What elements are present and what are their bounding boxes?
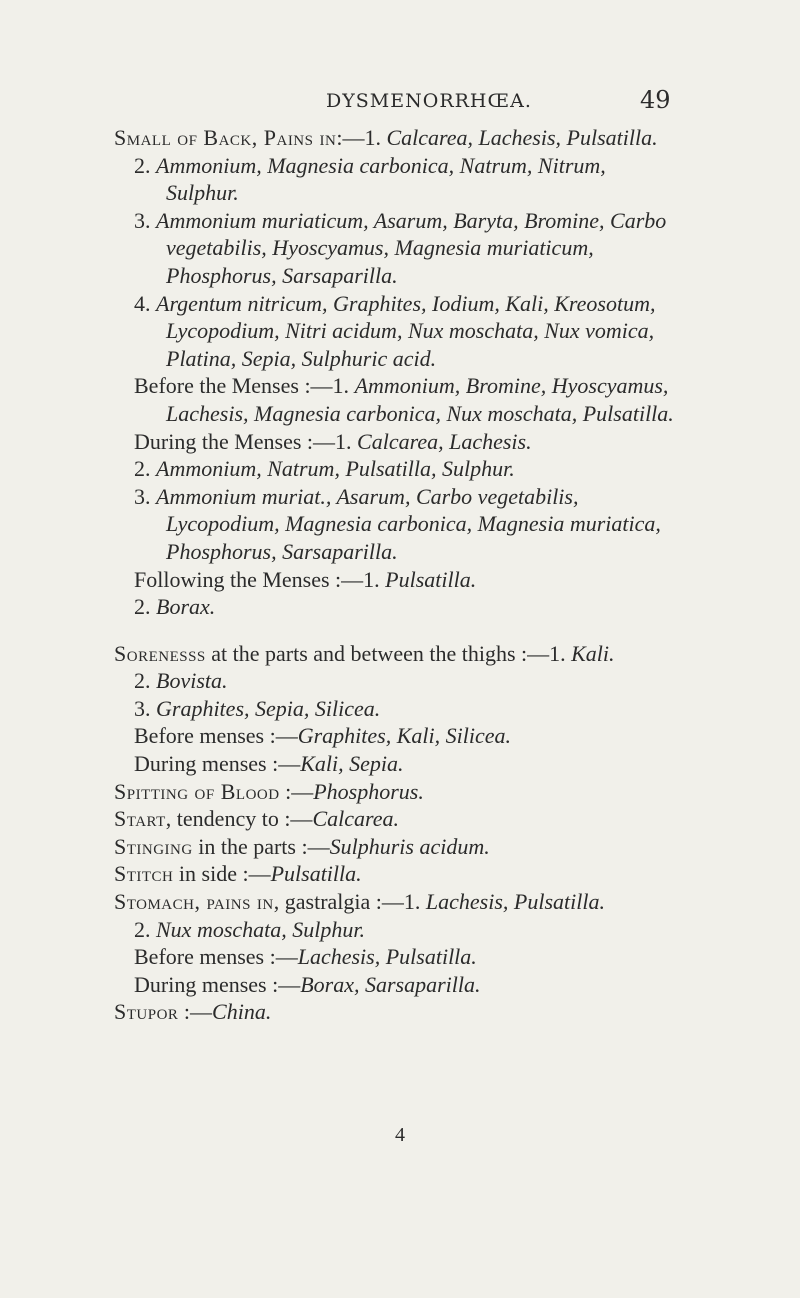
entry-text: Following the Menses :—1.: [134, 566, 386, 592]
sub-entry: [114, 943, 674, 971]
sub-entry: [114, 372, 674, 427]
entry-text: at the parts and between the thighs :—1.: [205, 640, 572, 666]
sub-entry: [114, 916, 674, 944]
entry-text: Before the Menses :—1.: [134, 373, 355, 399]
remedy-list: Borax, Sarsaparilla.: [300, 971, 481, 997]
remedy-list: Calcarea, Lachesis, Pulsatilla.: [386, 125, 658, 150]
entry-text: During menses :—: [134, 751, 301, 777]
entry-text: in side :—: [173, 861, 271, 887]
entry-text: 3.: [134, 207, 156, 233]
entry-text: Before menses :—: [134, 723, 298, 749]
entry-text: 2.: [134, 456, 156, 482]
entry-text: , tendency to :—: [165, 806, 313, 832]
entry-text: 4.: [134, 290, 156, 316]
entry-text: During menses :—: [134, 971, 301, 997]
rubric-entry: [114, 860, 674, 888]
sub-entry: [114, 722, 674, 750]
rubric-entry: [114, 888, 674, 916]
remedy-list: Pulsatilla.: [385, 566, 477, 592]
rubric-heading: Stupor: [114, 999, 179, 1025]
entry-text: 2.: [134, 916, 156, 942]
remedy-list: Graphites, Kali, Silicea.: [297, 723, 511, 749]
sub-entry: [114, 593, 674, 621]
sub-entry: [114, 428, 674, 456]
entry-text: Before menses :—: [134, 944, 298, 970]
rubric-entry: [114, 833, 674, 861]
remedy-list: Lachesis, Pulsatilla.: [425, 889, 605, 915]
rubric-heading: Small of Back, Pains in: [114, 125, 337, 150]
remedy-list: Lachesis, Pulsatilla.: [297, 944, 477, 970]
remedy-list: Kali, Sepia.: [300, 751, 404, 777]
rubric-heading: Spitting of Blood: [114, 778, 280, 804]
entry-text: 3.: [134, 483, 156, 509]
rubric-entry: [114, 778, 674, 806]
sub-entry: [114, 971, 674, 999]
signature-mark: 4: [395, 1124, 405, 1146]
sub-entry: [114, 207, 674, 290]
sub-entry: [114, 695, 674, 723]
sub-entry: [114, 566, 674, 594]
entry-text: :—: [279, 778, 314, 804]
sub-entry: [114, 667, 674, 695]
sub-entry: [114, 290, 674, 373]
remedy-list: Sulphuris acidum.: [329, 833, 490, 859]
page-number: 49: [640, 86, 671, 114]
rubric-heading: Stitch: [114, 861, 174, 887]
entry-text: During the Menses :—1.: [134, 428, 358, 454]
rubric-heading: Sorenesss: [114, 640, 206, 666]
remedy-list: Ammonium muriaticum, Asarum, Baryta, Bromine, Carbo vegetabilis, Hyoscyamus, Magnesia muriaticum, Phosphorus, Sarsaparilla.: [156, 207, 667, 288]
rubric-heading: Stinging: [114, 833, 193, 859]
entry-text: 2.: [134, 152, 156, 178]
sub-entry: [114, 152, 674, 207]
remedy-list: Graphites, Sepia, Silicea.: [156, 695, 381, 721]
rubric-entry: [114, 805, 674, 833]
entry-text: :—1.: [336, 125, 387, 150]
rubric-entry: [114, 998, 674, 1026]
remedy-list: Calcarea.: [312, 806, 399, 832]
rubric-heading: Start: [114, 806, 166, 832]
rubric-entry: [114, 124, 674, 152]
repertory-text: [114, 124, 674, 1026]
remedy-list: Ammonium muriat., Asarum, Carbo vegetabilis, Lycopodium, Magnesia carbonica, Magnesia muriatica, Phosphorus, Sarsaparilla.: [156, 483, 661, 564]
remedy-list: Bovista.: [156, 668, 228, 694]
sub-entry: [114, 483, 674, 566]
page-header: [0, 84, 800, 120]
rubric-entry: [114, 640, 674, 668]
entry-text: 2.: [134, 594, 156, 620]
remedy-list: Calcarea, Lachesis.: [357, 428, 532, 454]
entry-text: :—: [178, 999, 213, 1025]
remedy-list: Argentum nitricum, Graphites, Iodium, Kali, Kreosotum, Lycopodium, Nitri acidum, Nux moschata, Nux vomica, Platina, Sepia, Sulphuric acid.: [156, 290, 656, 371]
sub-entry: [114, 750, 674, 778]
remedy-list: Kali.: [571, 640, 615, 666]
sub-entry: [114, 455, 674, 483]
entry-text: 3.: [134, 695, 156, 721]
running-head: DYSMENORRHŒA.: [326, 90, 532, 112]
remedy-list: Phosphorus.: [313, 778, 424, 804]
remedy-list: Pulsatilla.: [270, 861, 362, 887]
entry-text: in the parts :—: [192, 833, 330, 859]
remedy-list: Ammonium, Magnesia carbonica, Natrum, Nitrum, Sulphur.: [156, 152, 606, 206]
remedy-list: Ammonium, Bromine, Hyoscyamus, Lachesis, Magnesia carbonica, Nux moschata, Pulsatilla.: [166, 373, 674, 426]
rubric-heading: Stomach, pains in: [114, 889, 274, 915]
entry-text: 2.: [134, 668, 156, 694]
remedy-list: Ammonium, Natrum, Pulsatilla, Sulphur.: [156, 456, 515, 482]
entry-text: , gastralgia :—1.: [273, 889, 426, 915]
remedy-list: Borax.: [156, 594, 216, 620]
remedy-list: China.: [212, 999, 272, 1025]
remedy-list: Nux moschata, Sulphur.: [156, 916, 365, 942]
